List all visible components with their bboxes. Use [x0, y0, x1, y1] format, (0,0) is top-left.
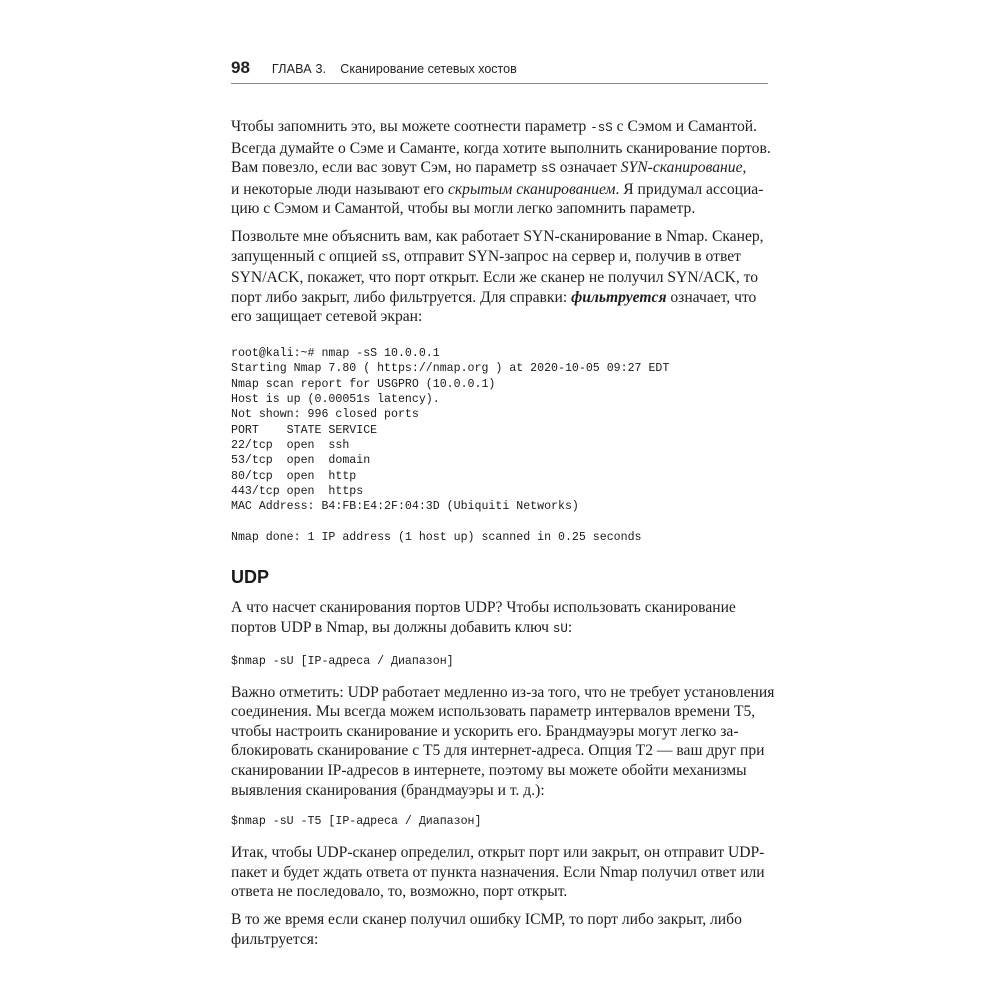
text-run: Чтобы запомнить это, вы можете соотнести параметр: [231, 118, 591, 135]
text-line: [231, 618, 771, 640]
text-line: [231, 247, 771, 269]
text-run: запущенный с опцией: [231, 247, 382, 265]
paragraph-icmp-error: [231, 910, 771, 949]
text-line: [231, 180, 771, 200]
text-line: соединения. Мы всегда можем использовать параметр интервалов времени T5,: [231, 703, 756, 721]
code-line: 443/tcp open https: [231, 485, 364, 499]
text-line: [231, 288, 771, 308]
code-line: MAC Address: B4:FB:E4:2F:04:3D (Ubiquiti Networks): [231, 500, 579, 514]
text-line: [231, 117, 771, 139]
text-line: В то же время если сканер получил ошибку ICMP, то порт либо закрыт, либо: [231, 910, 742, 928]
code-line: PORT STATE SERVICE: [231, 423, 378, 437]
command-udp-scan: $nmap -sU [IP-адреса / Диапазон]: [231, 654, 454, 668]
text-line: ответа не последовало, то, возможно, порт открыт.: [231, 883, 568, 901]
text-line: Итак, чтобы UDP-сканер определил, открыт порт или закрыт, он отправит UDP-: [231, 844, 765, 862]
running-header: [231, 58, 768, 82]
text-run: означает, что: [666, 288, 757, 306]
emphasis: фильтруется: [571, 288, 667, 306]
emphasis: скрытым сканированием: [447, 180, 616, 198]
code-line: 22/tcp open ssh: [231, 439, 350, 452]
inline-code: sS: [381, 250, 397, 265]
inline-code: sS: [540, 162, 556, 177]
text-run: с Сэмом и Самантой.: [612, 118, 757, 135]
code-line: [231, 515, 771, 530]
paragraph-udp-timing: [231, 683, 775, 801]
text-line: пакет и будет ждать ответа от пункта назначения. Если Nmap получил ответ или: [231, 863, 765, 881]
code-line: root@kali:~# nmap -sS 10.0.0.1: [231, 346, 440, 360]
code-line: Host is up (0.00051s latency).: [231, 392, 440, 406]
paragraph-sam-samantha: [231, 117, 771, 219]
text-run: портов UDP в Nmap, вы должны добавить ключ: [231, 619, 553, 636]
text-run: Вам повезло, если вас зовут Сэм, но параметр: [231, 159, 541, 177]
chapter-title: Сканирование сетевых хостов: [340, 62, 517, 76]
text-line: Позвольте мне объяснить вам, как работает SYN-сканирование в Nmap. Сканер,: [231, 227, 764, 245]
text-line: фильтруется:: [231, 930, 319, 948]
text-run: :: [567, 619, 573, 636]
command-udp-scan-t5: $nmap -sU -T5 [IP-адреса / Диапазон]: [231, 815, 482, 829]
code-block-nmap-output: [231, 346, 771, 545]
section-heading-udp: UDP: [231, 567, 270, 588]
text-run: , отправит SYN-запрос на сервер и, получив в ответ: [396, 247, 741, 265]
paragraph-udp-response: [231, 843, 771, 902]
inline-code: -sS: [590, 121, 613, 135]
code-line: Nmap scan report for USGPRO (10.0.0.1): [231, 377, 496, 391]
text-line: блокировать сканирование с T5 для интернет-адреса. Опция T2 — ваш друг при: [231, 742, 765, 760]
text-line: SYN/ACK, покажет, что порт открыт. Если же сканер не получил SYN/ACK, то: [231, 269, 759, 287]
text-line: сканировании IP-адресов в интернете, поэтому вы можете обойти механизмы: [231, 761, 747, 779]
chapter-label: ГЛАВА 3.: [271, 62, 327, 76]
code-line: 53/tcp open domain: [231, 454, 371, 468]
text-line: его защищает сетевой экран:: [231, 308, 423, 326]
text-line: Всегда думайте о Сэме и Саманте, когда хотите выполнить сканирование портов.: [231, 139, 771, 157]
text-line: А что насчет сканирования портов UDP? Чтобы использовать сканирование: [231, 599, 736, 617]
emphasis: SYN-сканирование: [620, 159, 743, 177]
inline-code: sU: [552, 622, 568, 636]
text-run: означает: [555, 159, 621, 177]
page-number: 98: [231, 58, 250, 77]
text-run: порт либо закрыт, либо фильтруется. Для справки:: [231, 288, 572, 306]
text-line: цию с Сэмом и Самантой, чтобы вы могли легко запомнить параметр.: [231, 200, 696, 218]
code-line: Nmap done: 1 IP address (1 host up) scanned in 0.25 seconds: [231, 531, 642, 545]
text-line: Важно отметить: UDP работает медленно из-за того, что не требует установления: [231, 683, 775, 701]
code-line: Not shown: 996 closed ports: [231, 408, 419, 422]
paragraph-udp-intro: [231, 598, 771, 639]
page-body: [231, 117, 775, 949]
text-run: ,: [742, 159, 747, 177]
text-line: чтобы настроить сканирование и ускорить его. Брандмауэры могут легко за-: [231, 722, 739, 740]
code-line: Starting Nmap 7.80 ( https://nmap.org ) at 2020-10-05 09:27 EDT: [231, 362, 670, 376]
text-line: [231, 158, 771, 180]
paragraph-syn-scan: [231, 227, 771, 327]
text-run: . Я придумал ассоциа-: [615, 180, 764, 198]
header-divider: [231, 83, 768, 84]
code-line: 80/tcp open http: [231, 469, 357, 483]
text-run: и некоторые люди называют его: [231, 180, 448, 198]
text-line: выявления сканирования (брандмауэры и т. д.):: [231, 781, 545, 799]
